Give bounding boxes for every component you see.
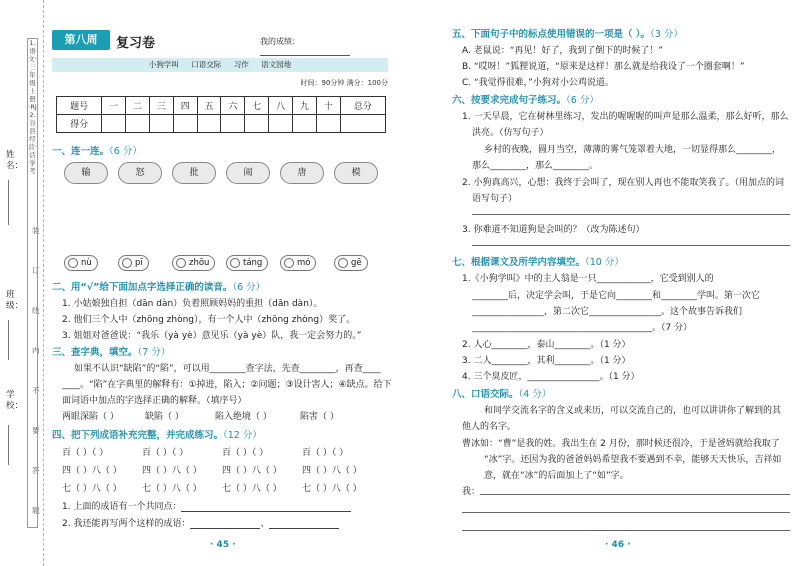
score-table-score-row bbox=[57, 115, 386, 133]
header bbox=[52, 30, 388, 52]
cell: 五 bbox=[197, 97, 221, 115]
s7-line: 1.《小狗学叫》中的主人翁是一只____________，它受到别人的 bbox=[462, 274, 714, 284]
idiom[interactable]: 百（ ）（ ） bbox=[222, 448, 269, 458]
pinyin-balloon[interactable] bbox=[280, 255, 316, 271]
score-table bbox=[56, 96, 386, 133]
section-title-text: 四、把下列成语补充完整，并完成练习。 bbox=[52, 430, 224, 441]
cell: 三 bbox=[149, 97, 173, 115]
score-cell[interactable] bbox=[197, 115, 221, 133]
s7-line: 2. 人心________，泰山________。（1 分） bbox=[462, 340, 631, 350]
section-title-text: 七、根据课文及所学内容填空。 bbox=[452, 257, 586, 268]
pinyin-text: mó bbox=[297, 258, 311, 268]
cut-char: 内 bbox=[32, 346, 40, 355]
s6-line: 1. 一天早晨，它在树林里练习，发出的喔喔喔的叫声是那么温柔，那么好听，那么 bbox=[462, 112, 789, 122]
section-title-text: 五、下面句子中的标点使用错误的一项是（ ）。 bbox=[452, 29, 651, 40]
char-cloud[interactable]: 批 bbox=[172, 162, 216, 184]
pinyin-text: pī bbox=[135, 258, 143, 268]
answer-line[interactable] bbox=[472, 245, 790, 246]
cut-char: 订 bbox=[32, 266, 40, 275]
option[interactable]: C. “我觉得很难，”小狗对小公鸡说道。 bbox=[462, 78, 614, 88]
cut-char: 线 bbox=[32, 306, 40, 315]
cell: 总分 bbox=[340, 97, 385, 115]
pinyin-text: táng bbox=[243, 258, 263, 268]
section-points: （6 分） bbox=[232, 282, 266, 293]
section-5-title bbox=[452, 26, 683, 40]
score-table-header-row bbox=[57, 97, 386, 115]
balloon-icon bbox=[122, 258, 132, 268]
s3-word[interactable]: 两眼深陷（ ） bbox=[62, 412, 119, 422]
pinyin-text: zhōu bbox=[189, 258, 210, 268]
section-title-text: 一、连一连。 bbox=[52, 146, 110, 157]
balloon-icon bbox=[230, 258, 240, 268]
s7-line: 4. 三个臭皮匠，________________。（1 分） bbox=[462, 372, 640, 382]
s6-line: 3. 你难道不知道狗是会叫的？（改为陈述句） bbox=[462, 225, 645, 235]
s4-q1-text: 1. 上面的成语有一个共同点： bbox=[62, 502, 182, 512]
section-6-title bbox=[452, 92, 599, 106]
score-cell[interactable] bbox=[173, 115, 197, 133]
cell: 题号 bbox=[57, 97, 102, 115]
idiom[interactable]: 四（ ）八（ ） bbox=[142, 466, 202, 476]
idiom[interactable]: 四（ ）八（ ） bbox=[62, 466, 122, 476]
s6-line: 2. 小狗真高兴，心想：我终于会叫了，现在别人再也不能取笑我了。（用加点的词 bbox=[462, 178, 784, 188]
section-points: （4 分） bbox=[518, 389, 552, 400]
s6-line: 乡村的夜晚，圆月当空，薄薄的雾气笼罩着大地，一切显得那么________， bbox=[484, 145, 782, 155]
s4-q2-text: 2. 我还能再写两个这样的成语： bbox=[62, 519, 191, 529]
char-cloud[interactable]: 唐 bbox=[280, 162, 324, 184]
pinyin-text: nù bbox=[81, 258, 92, 268]
s7-line: ________________________________________。（7 分） bbox=[472, 323, 693, 333]
section-title-text: 二、用“√”给下面加点字选择正确的读音。 bbox=[52, 282, 233, 293]
idiom[interactable]: 四（ ）八（ ） bbox=[302, 466, 362, 476]
score-cell[interactable] bbox=[221, 115, 245, 133]
char-cloud[interactable]: 模 bbox=[334, 162, 378, 184]
balloon-icon bbox=[338, 258, 348, 268]
cell: 一 bbox=[102, 97, 126, 115]
option[interactable]: A. 老鼠说：“再见！好了，我到了倒下的时候了！” bbox=[462, 46, 664, 56]
score-cell[interactable] bbox=[126, 115, 150, 133]
cell: 六 bbox=[221, 97, 245, 115]
idiom[interactable]: 七（ ）八（ ） bbox=[222, 484, 282, 494]
section-title-text: 三、查字典，填空。 bbox=[52, 347, 138, 358]
s3-line: 面词语中加点的字选择正确的解释。（填序号） bbox=[62, 396, 247, 406]
time-info: 时间：90分钟 满分：100分 bbox=[300, 79, 388, 87]
score-cell[interactable] bbox=[316, 115, 340, 133]
idiom[interactable]: 百（ ）（ ） bbox=[62, 448, 109, 458]
cell: 九 bbox=[293, 97, 317, 115]
section-points: （7 分） bbox=[137, 347, 171, 358]
section-points: （10 分） bbox=[585, 257, 624, 268]
right-page bbox=[400, 0, 800, 566]
balloon-icon bbox=[176, 258, 186, 268]
char-cloud[interactable]: 怒 bbox=[118, 162, 162, 184]
score-blank[interactable] bbox=[260, 47, 350, 56]
balloon-icon bbox=[68, 258, 78, 268]
name-line bbox=[8, 180, 9, 225]
section-title-text: 八、口语交际。 bbox=[452, 389, 519, 400]
answer-line[interactable] bbox=[462, 512, 790, 513]
char-cloud[interactable]: 闹 bbox=[226, 162, 270, 184]
cut-char: 不 bbox=[32, 386, 40, 395]
s6-line: 语写句子） bbox=[472, 194, 518, 204]
s8-line: 意，就在“冰”的后面加上了“如”字。 bbox=[484, 471, 629, 481]
page-number: · 46 · bbox=[605, 540, 631, 550]
score-line bbox=[260, 36, 388, 56]
section-3-title bbox=[52, 344, 170, 358]
cut-char: 装 bbox=[32, 226, 40, 235]
school-label: 学校： bbox=[6, 390, 24, 411]
cell: 二 bbox=[126, 97, 150, 115]
side-strip: 1. 语文·三年级上册·RJ 2. 谷县经营·活学考 bbox=[27, 38, 38, 528]
cell: 八 bbox=[269, 97, 293, 115]
s3-word[interactable]: 陷入绝境（ ） bbox=[215, 412, 272, 422]
s4-question bbox=[62, 499, 351, 512]
balloon-icon bbox=[284, 258, 294, 268]
cut-char: 题 bbox=[32, 506, 40, 515]
s6-line: 那么________，那么________。 bbox=[472, 161, 599, 171]
class-line bbox=[8, 320, 9, 360]
section-8-title bbox=[452, 386, 551, 400]
school-line bbox=[8, 425, 9, 465]
pinyin-balloon[interactable] bbox=[334, 255, 368, 271]
answer-line[interactable] bbox=[462, 530, 790, 531]
s3-line: ____。“陷”在字典里的解释有：①掉进，陷入；②问题；③设计害人；④缺点。给下 bbox=[62, 380, 392, 390]
section-title-text: 六、按要求完成句子练习。 bbox=[452, 95, 567, 106]
s8-line: 他人的名字。 bbox=[462, 422, 517, 432]
s4-question bbox=[62, 516, 339, 529]
s3-line: 如果不认识“缺陷”的“陷”，可以用________查字法，先查________，再查____ bbox=[74, 364, 381, 374]
s6-line: 洪亮。（仿写句子） bbox=[472, 128, 549, 138]
s2-question: 1. 小姑娘独自担（dān dàn）负着照顾妈妈的重担（dān dàn）。 bbox=[62, 299, 323, 309]
s2-question: 3. 姐姐对爸爸说：“我乐（yà yè）意见乐（yà yè）队，我一定会努力的。” bbox=[62, 331, 362, 341]
s8-line: “冰”字。还因为我的爸爸妈妈希望我不要遇到不幸，能够天天快乐，吉祥如 bbox=[484, 455, 782, 465]
section-7-title bbox=[452, 254, 624, 268]
answer-blank[interactable] bbox=[190, 519, 260, 529]
cell: 七 bbox=[245, 97, 269, 115]
cell: 十 bbox=[316, 97, 340, 115]
s7-line: ________后，决定学会叫，于是它向________和________学叫。第一次它 bbox=[472, 291, 761, 301]
s7-line: 3. 二人________，其利________。（1 分） bbox=[462, 356, 631, 366]
score-cell[interactable] bbox=[269, 115, 293, 133]
s3-word[interactable]: 陷害（ ） bbox=[300, 412, 339, 422]
section-2-title bbox=[52, 279, 265, 293]
section-points: （3 分） bbox=[650, 29, 683, 40]
pinyin-balloon[interactable] bbox=[226, 255, 268, 271]
cut-char: 答 bbox=[32, 466, 40, 475]
separator: 、 bbox=[260, 519, 270, 529]
score-label: 我的成绩： bbox=[260, 37, 300, 46]
section-points: （6 分） bbox=[566, 95, 599, 106]
section-1-title bbox=[52, 143, 142, 157]
score-cell[interactable] bbox=[340, 115, 385, 133]
name-label: 姓名： bbox=[6, 150, 24, 171]
section-points: （12 分） bbox=[223, 430, 262, 441]
idiom[interactable]: 百（ ）（ ） bbox=[142, 448, 189, 458]
section-points: （6 分） bbox=[109, 146, 142, 157]
pinyin-balloon[interactable] bbox=[118, 255, 149, 271]
s8-line: 和同学交流名字的含义或来历，可以交流自己的，也可以讲讲你了解到的其 bbox=[484, 406, 782, 416]
score-cell[interactable] bbox=[149, 115, 173, 133]
score-cell[interactable] bbox=[102, 115, 126, 133]
answer-blank[interactable] bbox=[181, 502, 351, 512]
s7-line: ________________，第二次它________________。这个故事告诉我们 bbox=[472, 307, 743, 317]
s8-line: 曹冰如：“曹”是我的姓。我出生在 2 月份，那时候还很冷，于是爸妈就给我取了 bbox=[462, 439, 780, 449]
answer-blank[interactable] bbox=[269, 519, 339, 529]
score-cell[interactable] bbox=[293, 115, 317, 133]
section-4-title bbox=[52, 427, 262, 441]
idiom[interactable]: 七（ ）八（ ） bbox=[142, 484, 202, 494]
s2-question: 2. 他们三个人中（zhōng zhòng），有一个人中（zhōng zhòng）奖了。 bbox=[62, 315, 356, 325]
idiom[interactable]: 七（ ）八（ ） bbox=[302, 484, 362, 494]
cell: 得分 bbox=[57, 115, 102, 133]
answer-line[interactable] bbox=[480, 494, 790, 495]
week-badge: 第八周 bbox=[52, 30, 110, 50]
cut-char: 要 bbox=[32, 426, 40, 435]
idiom[interactable]: 四（ ）八（ ） bbox=[222, 466, 282, 476]
page-title: 复习卷 bbox=[116, 36, 156, 51]
cell: 四 bbox=[173, 97, 197, 115]
topic-bar: 小狗学叫 口语交际 习作 语文园地 bbox=[52, 58, 388, 72]
answer-line[interactable] bbox=[472, 214, 790, 215]
option[interactable]: B. “哎呀！”狐狸说道，“原来是这样！那么就是给我设了一个圈套啊！” bbox=[462, 62, 745, 72]
s8-me-label: 我： bbox=[462, 487, 481, 497]
pinyin-balloon[interactable] bbox=[64, 255, 98, 271]
pinyin-text: gē bbox=[351, 258, 362, 268]
score-cell[interactable] bbox=[245, 115, 269, 133]
class-label: 班级： bbox=[6, 290, 24, 311]
s3-word[interactable]: 缺陷（ ） bbox=[145, 412, 184, 422]
idiom[interactable]: 七（ ）八（ ） bbox=[62, 484, 122, 494]
char-cloud[interactable]: 输 bbox=[64, 162, 108, 184]
idiom[interactable]: 百（ ）（ ） bbox=[302, 448, 349, 458]
pinyin-balloon[interactable] bbox=[172, 255, 215, 271]
page-number: · 45 · bbox=[210, 540, 236, 550]
